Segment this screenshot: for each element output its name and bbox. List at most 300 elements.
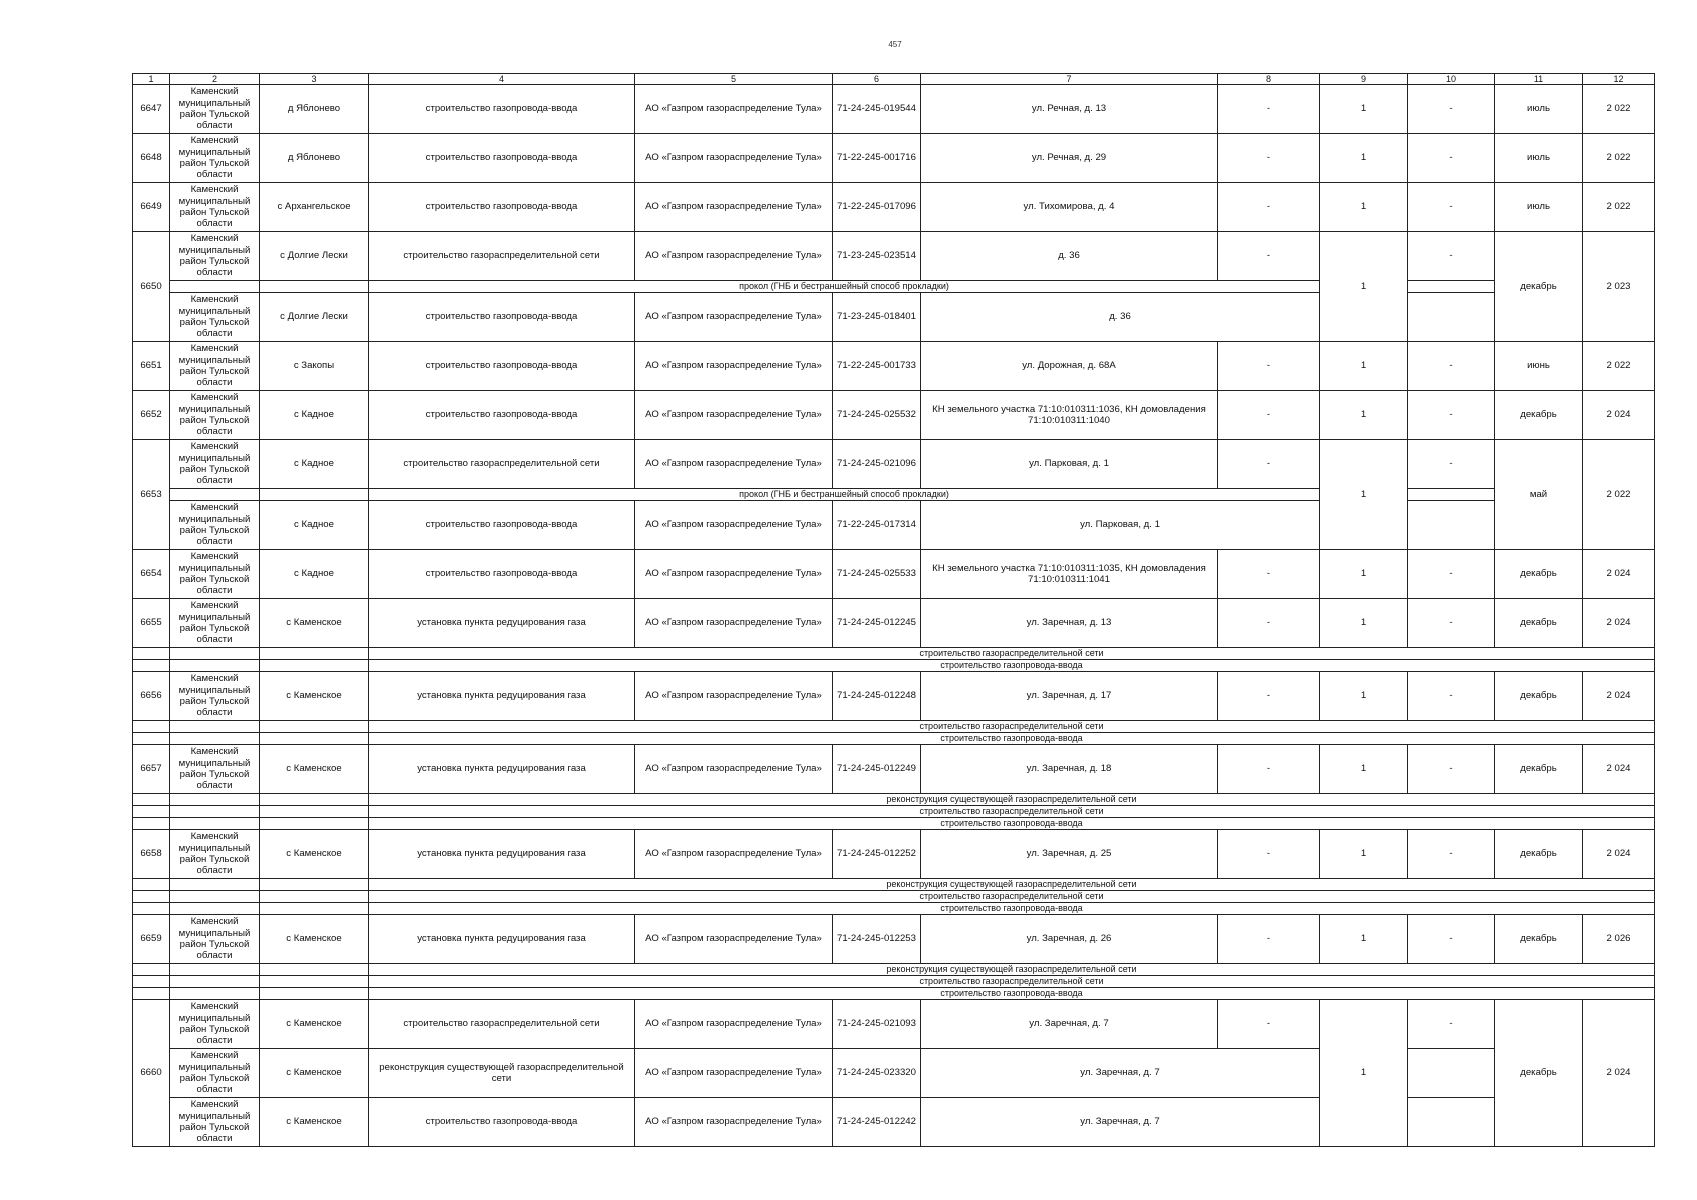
col10-cell: - (1408, 391, 1495, 440)
year-cell: 2 024 (1583, 1000, 1655, 1147)
blank-cell (133, 964, 170, 976)
header-cell-10: 10 (1408, 74, 1495, 85)
table-row (133, 915, 1655, 964)
work-type-cell: установка пункта редуцирования газа (369, 830, 635, 879)
blank-cell (260, 988, 369, 1000)
blank-cell (260, 964, 369, 976)
address-cell: ул. Заречная, д. 13 (921, 599, 1218, 648)
col8-cell: - (1218, 672, 1320, 721)
blank-cell (133, 879, 170, 891)
cadastre-cell: 71-24-245-021093 (833, 1000, 921, 1049)
month-cell: июнь (1495, 342, 1583, 391)
district-cell: Каменский муниципальный район Тульской области (170, 830, 260, 879)
settlement-cell: с Каменское (260, 1098, 369, 1147)
district-cell: Каменский муниципальный район Тульской области (170, 915, 260, 964)
col10-cell: - (1408, 830, 1495, 879)
month-cell: май (1495, 440, 1583, 550)
district-cell: Каменский муниципальный район Тульской области (170, 85, 260, 134)
blank-cell (170, 891, 260, 903)
col10-cell: - (1408, 232, 1495, 281)
sub-row-text: реконструкция существующей газораспределительной сети (369, 794, 1655, 806)
sub-row-text: строительство газораспределительной сети (369, 976, 1655, 988)
header-cell-9: 9 (1320, 74, 1408, 85)
table-row (133, 342, 1655, 391)
table-row (133, 1000, 1655, 1049)
year-cell: 2 024 (1583, 550, 1655, 599)
organization-cell: АО «Газпром газораспределение Тула» (635, 745, 833, 794)
col10-cell: - (1408, 183, 1495, 232)
col9-cell: 1 (1320, 342, 1408, 391)
blank-cell (133, 721, 170, 733)
blank-cell (260, 818, 369, 830)
address-cell: ул. Заречная, д. 17 (921, 672, 1218, 721)
row-number: 6654 (133, 550, 170, 599)
table-row (133, 232, 1655, 281)
cadastre-cell: 71-24-245-012242 (833, 1098, 921, 1147)
address-cell: ул. Речная, д. 13 (921, 85, 1218, 134)
col10-cell: - (1408, 342, 1495, 391)
year-cell: 2 022 (1583, 183, 1655, 232)
table-row (133, 672, 1655, 721)
col9-cell: 1 (1320, 1000, 1408, 1147)
organization-cell: АО «Газпром газораспределение Тула» (635, 501, 833, 550)
month-cell: декабрь (1495, 391, 1583, 440)
settlement-cell: с Кадное (260, 501, 369, 550)
year-cell: 2 023 (1583, 232, 1655, 342)
col10-cell (1408, 293, 1495, 342)
table-row (133, 293, 1655, 342)
blank-cell (170, 660, 260, 672)
note-text: прокол (ГНБ и бестраншейный способ прокладки) (369, 489, 1320, 501)
district-cell: Каменский муниципальный район Тульской области (170, 745, 260, 794)
sub-row (133, 806, 1655, 818)
district-cell: Каменский муниципальный район Тульской области (170, 672, 260, 721)
sub-row (133, 660, 1655, 672)
organization-cell: АО «Газпром газораспределение Тула» (635, 293, 833, 342)
col9-cell: 1 (1320, 391, 1408, 440)
col8-cell: - (1218, 1000, 1320, 1049)
work-type-cell: строительство газопровода-ввода (369, 550, 635, 599)
sub-row-text: строительство газораспределительной сети (369, 648, 1655, 660)
year-cell: 2 024 (1583, 599, 1655, 648)
col8-cell: - (1218, 391, 1320, 440)
organization-cell: АО «Газпром газораспределение Тула» (635, 440, 833, 489)
col8-cell: - (1218, 915, 1320, 964)
blank-cell (260, 794, 369, 806)
month-cell: декабрь (1495, 745, 1583, 794)
blank-cell (260, 281, 369, 293)
blank-cell (1408, 489, 1495, 501)
work-type-cell: установка пункта редуцирования газа (369, 745, 635, 794)
blank-cell (260, 891, 369, 903)
district-cell: Каменский муниципальный район Тульской области (170, 391, 260, 440)
blank-cell (260, 489, 369, 501)
address-cell: ул. Заречная, д. 18 (921, 745, 1218, 794)
month-cell: декабрь (1495, 550, 1583, 599)
district-cell: Каменский муниципальный район Тульской области (170, 293, 260, 342)
table-row (133, 1049, 1655, 1098)
blank-cell (133, 976, 170, 988)
work-type-cell: установка пункта редуцирования газа (369, 599, 635, 648)
sub-row (133, 964, 1655, 976)
cadastre-cell: 71-24-245-023320 (833, 1049, 921, 1098)
work-type-cell: строительство газопровода-ввода (369, 1098, 635, 1147)
row-number: 6650 (133, 232, 170, 342)
month-cell: июль (1495, 85, 1583, 134)
sub-row (133, 976, 1655, 988)
note-text: прокол (ГНБ и бестраншейный способ прокладки) (369, 281, 1320, 293)
col9-cell: 1 (1320, 85, 1408, 134)
month-cell: декабрь (1495, 830, 1583, 879)
cadastre-cell: 71-22-245-001733 (833, 342, 921, 391)
work-type-cell: строительство газораспределительной сети (369, 440, 635, 489)
address-cell: КН земельного участка 71:10:010311:1035, КН домовладения 71:10:010311:1041 (921, 550, 1218, 599)
sub-row (133, 818, 1655, 830)
header-cell-4: 4 (369, 74, 635, 85)
header-cell-1: 1 (133, 74, 170, 85)
work-type-cell: строительство газораспределительной сети (369, 232, 635, 281)
sub-row (133, 733, 1655, 745)
row-number: 6656 (133, 672, 170, 721)
cadastre-cell: 71-22-245-017314 (833, 501, 921, 550)
month-cell: декабрь (1495, 232, 1583, 342)
blank-cell (133, 733, 170, 745)
district-cell: Каменский муниципальный район Тульской области (170, 440, 260, 489)
header-cell-3: 3 (260, 74, 369, 85)
district-cell: Каменский муниципальный район Тульской области (170, 1049, 260, 1098)
year-cell: 2 024 (1583, 745, 1655, 794)
address-cell: ул. Заречная, д. 26 (921, 915, 1218, 964)
settlement-cell: д Яблонево (260, 134, 369, 183)
settlement-cell: с Кадное (260, 550, 369, 599)
cadastre-cell: 71-24-245-019544 (833, 85, 921, 134)
col9-cell: 1 (1320, 134, 1408, 183)
work-type-cell: строительство газораспределительной сети (369, 1000, 635, 1049)
col8-cell: - (1218, 550, 1320, 599)
blank-cell (170, 721, 260, 733)
table-row (133, 501, 1655, 550)
header-cell-2: 2 (170, 74, 260, 85)
col10-cell: - (1408, 915, 1495, 964)
cadastre-cell: 71-24-245-012253 (833, 915, 921, 964)
organization-cell: АО «Газпром газораспределение Тула» (635, 1000, 833, 1049)
sub-row (133, 721, 1655, 733)
col9-cell: 1 (1320, 599, 1408, 648)
sub-row (133, 648, 1655, 660)
col10-cell: - (1408, 134, 1495, 183)
table-row (133, 830, 1655, 879)
organization-cell: АО «Газпром газораспределение Тула» (635, 599, 833, 648)
col9-cell: 1 (1320, 440, 1408, 550)
year-cell: 2 022 (1583, 440, 1655, 550)
sub-row-text: строительство газопровода-ввода (369, 818, 1655, 830)
blank-cell (170, 964, 260, 976)
blank-cell (133, 818, 170, 830)
district-cell: Каменский муниципальный район Тульской области (170, 183, 260, 232)
table-row (133, 599, 1655, 648)
address-cell: ул. Дорожная, д. 68А (921, 342, 1218, 391)
blank-cell (133, 806, 170, 818)
district-cell: Каменский муниципальный район Тульской области (170, 550, 260, 599)
settlement-cell: с Каменское (260, 1049, 369, 1098)
organization-cell: АО «Газпром газораспределение Тула» (635, 915, 833, 964)
col10-cell: - (1408, 550, 1495, 599)
col10-cell: - (1408, 85, 1495, 134)
work-type-cell: строительство газопровода-ввода (369, 501, 635, 550)
organization-cell: АО «Газпром газораспределение Тула» (635, 672, 833, 721)
organization-cell: АО «Газпром газораспределение Тула» (635, 830, 833, 879)
address-cell: ул. Заречная, д. 7 (921, 1049, 1320, 1098)
organization-cell: АО «Газпром газораспределение Тула» (635, 550, 833, 599)
organization-cell: АО «Газпром газораспределение Тула» (635, 391, 833, 440)
cadastre-cell: 71-24-245-012245 (833, 599, 921, 648)
cadastre-cell: 71-24-245-025532 (833, 391, 921, 440)
settlement-cell: с Долгие Лески (260, 232, 369, 281)
blank-cell (133, 648, 170, 660)
month-cell: декабрь (1495, 672, 1583, 721)
row-number: 6658 (133, 830, 170, 879)
work-type-cell: строительство газопровода-ввода (369, 293, 635, 342)
organization-cell: АО «Газпром газораспределение Тула» (635, 183, 833, 232)
sub-row-text: строительство газопровода-ввода (369, 903, 1655, 915)
col8-cell: - (1218, 599, 1320, 648)
address-cell: д. 36 (921, 232, 1218, 281)
row-number: 6649 (133, 183, 170, 232)
cadastre-cell: 71-22-245-017096 (833, 183, 921, 232)
blank-cell (133, 891, 170, 903)
sub-row-text: реконструкция существующей газораспределительной сети (369, 964, 1655, 976)
organization-cell: АО «Газпром газораспределение Тула» (635, 232, 833, 281)
col10-cell: - (1408, 599, 1495, 648)
col10-cell (1408, 501, 1495, 550)
work-type-cell: установка пункта редуцирования газа (369, 915, 635, 964)
cadastre-cell: 71-23-245-018401 (833, 293, 921, 342)
year-cell: 2 024 (1583, 672, 1655, 721)
address-cell: ул. Тихомирова, д. 4 (921, 183, 1218, 232)
table-row (133, 85, 1655, 134)
organization-cell: АО «Газпром газораспределение Тула» (635, 1049, 833, 1098)
district-cell: Каменский муниципальный район Тульской области (170, 599, 260, 648)
work-type-cell: строительство газопровода-ввода (369, 85, 635, 134)
blank-cell (260, 721, 369, 733)
col8-cell: - (1218, 134, 1320, 183)
blank-cell (260, 806, 369, 818)
col9-cell: 1 (1320, 550, 1408, 599)
settlement-cell: с Кадное (260, 440, 369, 489)
sub-row-text: строительство газопровода-ввода (369, 733, 1655, 745)
page-number: 457 (888, 40, 902, 49)
col10-cell: - (1408, 672, 1495, 721)
blank-cell (170, 976, 260, 988)
organization-cell: АО «Газпром газораспределение Тула» (635, 342, 833, 391)
district-cell: Каменский муниципальный район Тульской области (170, 1098, 260, 1147)
blank-cell (170, 818, 260, 830)
blank-cell (260, 903, 369, 915)
col10-cell (1408, 1049, 1495, 1098)
blank-cell (260, 660, 369, 672)
sub-row (133, 903, 1655, 915)
sub-row (133, 891, 1655, 903)
blank-cell (170, 988, 260, 1000)
organization-cell: АО «Газпром газораспределение Тула» (635, 134, 833, 183)
table-header-row (133, 74, 1655, 85)
blank-cell (170, 733, 260, 745)
note-row (133, 489, 1655, 501)
row-number: 6647 (133, 85, 170, 134)
header-cell-11: 11 (1495, 74, 1583, 85)
blank-cell (133, 660, 170, 672)
settlement-cell: с Закопы (260, 342, 369, 391)
address-cell: ул. Заречная, д. 7 (921, 1000, 1218, 1049)
blank-cell (260, 733, 369, 745)
year-cell: 2 024 (1583, 830, 1655, 879)
col9-cell: 1 (1320, 672, 1408, 721)
blank-cell (170, 489, 260, 501)
table-row (133, 391, 1655, 440)
settlement-cell: с Каменское (260, 599, 369, 648)
table-row (133, 745, 1655, 794)
header-cell-12: 12 (1583, 74, 1655, 85)
col8-cell: - (1218, 232, 1320, 281)
sub-row-text: строительство газопровода-ввода (369, 660, 1655, 672)
note-row (133, 281, 1655, 293)
row-number: 6653 (133, 440, 170, 550)
year-cell: 2 026 (1583, 915, 1655, 964)
table-row (133, 1098, 1655, 1147)
row-number: 6660 (133, 1000, 170, 1147)
blank-cell (170, 879, 260, 891)
month-cell: декабрь (1495, 1000, 1583, 1147)
header-cell-8: 8 (1218, 74, 1320, 85)
col10-cell: - (1408, 745, 1495, 794)
col9-cell: 1 (1320, 183, 1408, 232)
row-number: 6655 (133, 599, 170, 648)
address-cell: ул. Речная, д. 29 (921, 134, 1218, 183)
sub-row-text: строительство газораспределительной сети (369, 721, 1655, 733)
col8-cell: - (1218, 85, 1320, 134)
blank-cell (260, 879, 369, 891)
row-number: 6652 (133, 391, 170, 440)
settlement-cell: с Каменское (260, 672, 369, 721)
work-type-cell: строительство газопровода-ввода (369, 391, 635, 440)
month-cell: июль (1495, 134, 1583, 183)
address-cell: КН земельного участка 71:10:010311:1036, КН домовладения 71:10:010311:1040 (921, 391, 1218, 440)
row-number: 6648 (133, 134, 170, 183)
col8-cell: - (1218, 342, 1320, 391)
district-cell: Каменский муниципальный район Тульской области (170, 342, 260, 391)
sub-row (133, 988, 1655, 1000)
col8-cell: - (1218, 745, 1320, 794)
district-cell: Каменский муниципальный район Тульской области (170, 1000, 260, 1049)
col9-cell: 1 (1320, 232, 1408, 342)
district-cell: Каменский муниципальный район Тульской области (170, 134, 260, 183)
sub-row-text: строительство газораспределительной сети (369, 806, 1655, 818)
blank-cell (133, 794, 170, 806)
month-cell: июль (1495, 183, 1583, 232)
col10-cell (1408, 1098, 1495, 1147)
col10-cell: - (1408, 1000, 1495, 1049)
sub-row-text: реконструкция существующей газораспределительной сети (369, 879, 1655, 891)
settlement-cell: с Каменское (260, 915, 369, 964)
month-cell: декабрь (1495, 599, 1583, 648)
blank-cell (170, 806, 260, 818)
sub-row (133, 879, 1655, 891)
table-row (133, 183, 1655, 232)
settlement-cell: с Архангельское (260, 183, 369, 232)
district-cell: Каменский муниципальный район Тульской области (170, 232, 260, 281)
address-cell: ул. Парковая, д. 1 (921, 501, 1320, 550)
year-cell: 2 022 (1583, 342, 1655, 391)
year-cell: 2 024 (1583, 391, 1655, 440)
address-cell: ул. Заречная, д. 7 (921, 1098, 1320, 1147)
col10-cell: - (1408, 440, 1495, 489)
year-cell: 2 022 (1583, 134, 1655, 183)
work-type-cell: реконструкция существующей газораспределительной сети (369, 1049, 635, 1098)
row-number: 6657 (133, 745, 170, 794)
address-cell: ул. Заречная, д. 25 (921, 830, 1218, 879)
col8-cell: - (1218, 830, 1320, 879)
col9-cell: 1 (1320, 745, 1408, 794)
blank-cell (133, 988, 170, 1000)
year-cell: 2 022 (1583, 85, 1655, 134)
work-type-cell: строительство газопровода-ввода (369, 183, 635, 232)
blank-cell (133, 903, 170, 915)
address-cell: д. 36 (921, 293, 1320, 342)
cadastre-cell: 71-24-245-025533 (833, 550, 921, 599)
table-row (133, 134, 1655, 183)
col8-cell: - (1218, 183, 1320, 232)
header-cell-5: 5 (635, 74, 833, 85)
settlement-cell: с Каменское (260, 830, 369, 879)
table-row (133, 440, 1655, 489)
cadastre-cell: 71-24-245-012248 (833, 672, 921, 721)
cadastre-cell: 71-22-245-001716 (833, 134, 921, 183)
cadastre-cell: 71-23-245-023514 (833, 232, 921, 281)
col9-cell: 1 (1320, 830, 1408, 879)
blank-cell (170, 794, 260, 806)
settlement-cell: с Каменское (260, 745, 369, 794)
sub-row-text: строительство газопровода-ввода (369, 988, 1655, 1000)
blank-cell (260, 648, 369, 660)
col9-cell: 1 (1320, 915, 1408, 964)
work-type-cell: строительство газопровода-ввода (369, 342, 635, 391)
settlement-cell: д Яблонево (260, 85, 369, 134)
month-cell: декабрь (1495, 915, 1583, 964)
cadastre-cell: 71-24-245-012249 (833, 745, 921, 794)
cadastre-cell: 71-24-245-012252 (833, 830, 921, 879)
blank-cell (170, 903, 260, 915)
blank-cell (170, 281, 260, 293)
work-type-cell: строительство газопровода-ввода (369, 134, 635, 183)
gas-works-table (132, 73, 1655, 1147)
settlement-cell: с Кадное (260, 391, 369, 440)
row-number: 6659 (133, 915, 170, 964)
col8-cell: - (1218, 440, 1320, 489)
header-cell-7: 7 (921, 74, 1218, 85)
header-cell-6: 6 (833, 74, 921, 85)
row-number: 6651 (133, 342, 170, 391)
district-cell: Каменский муниципальный район Тульской области (170, 501, 260, 550)
blank-cell (170, 648, 260, 660)
work-type-cell: установка пункта редуцирования газа (369, 672, 635, 721)
table-row (133, 550, 1655, 599)
sub-row (133, 794, 1655, 806)
blank-cell (260, 976, 369, 988)
cadastre-cell: 71-24-245-021096 (833, 440, 921, 489)
organization-cell: АО «Газпром газораспределение Тула» (635, 1098, 833, 1147)
sub-row-text: строительство газораспределительной сети (369, 891, 1655, 903)
settlement-cell: с Каменское (260, 1000, 369, 1049)
